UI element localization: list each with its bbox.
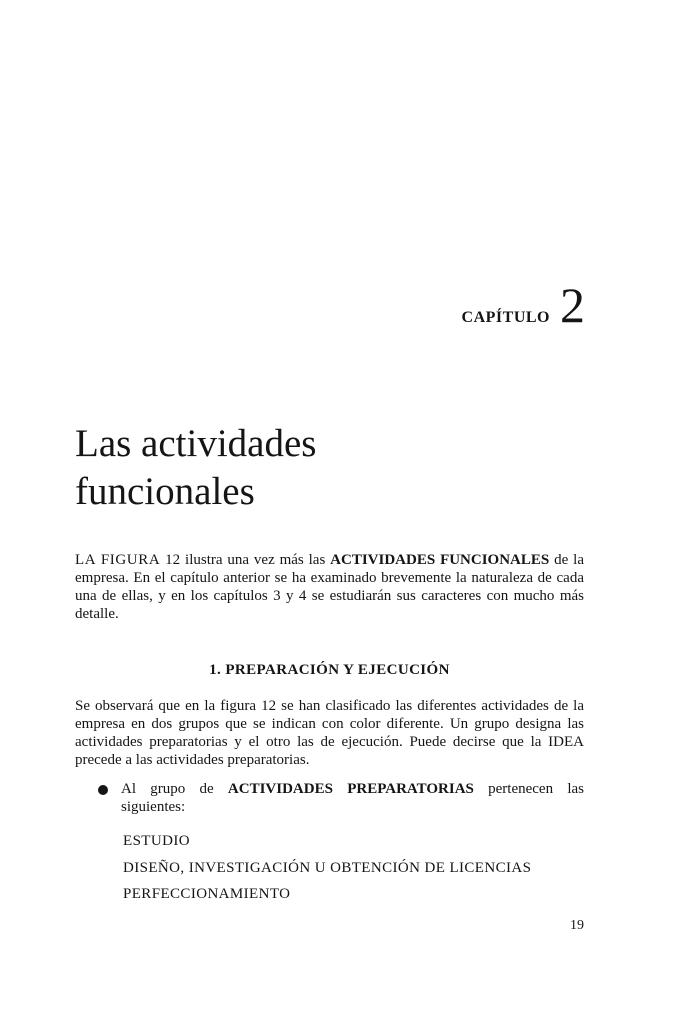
- chapter-label: CAPÍTULO: [461, 309, 550, 326]
- list-item: DISEÑO, INVESTIGACIÓN U OBTENCIÓN DE LICENCIAS: [123, 860, 532, 876]
- intro-text-2: de la empresa. En el capítulo anterior se ha examinado brevemente la naturaleza de cada una de ellas, y en los capítulos 3 y 4 se estudiarán sus caracteres con mucho más detalle.: [75, 552, 584, 622]
- intro-paragraph: [75, 551, 584, 623]
- bullet-text-1: Al grupo de: [121, 781, 228, 797]
- chapter-title-line-2: funcionales: [75, 470, 255, 513]
- chapter-title: [75, 420, 575, 516]
- section-paragraph: Se observará que en la figura 12 se han clasificado las diferentes actividades de la empresa en dos grupos que se indican con color diferente. Un grupo designa las actividades preparatorias y el otro las de ejecución. Puede decirse que la IDEA precede a las actividades preparatorias.: [75, 698, 584, 768]
- bullet-paragraph: [121, 780, 584, 816]
- bullet-dot-icon: [98, 785, 108, 795]
- section-heading: 1. PREPARACIÓN Y EJECUCIÓN: [209, 662, 450, 678]
- page-number: 19: [570, 918, 584, 933]
- chapter-number: 2: [560, 277, 585, 333]
- intro-lead: LA FIGURA: [75, 552, 161, 568]
- bullet-emphasis: ACTIVIDADES PREPARATORIAS: [227, 781, 474, 797]
- chapter-heading: [461, 277, 585, 333]
- bullet-text-2: pertenecen las siguientes:: [121, 781, 585, 815]
- intro-text-1: 12 ilustra una vez más las: [160, 552, 331, 568]
- list-item: PERFECCIONAMIENTO: [123, 886, 291, 902]
- list-item: ESTUDIO: [123, 833, 190, 849]
- chapter-title-line-1: Las actividades: [75, 422, 317, 465]
- intro-emphasis: ACTIVIDADES FUNCIONALES: [330, 552, 550, 568]
